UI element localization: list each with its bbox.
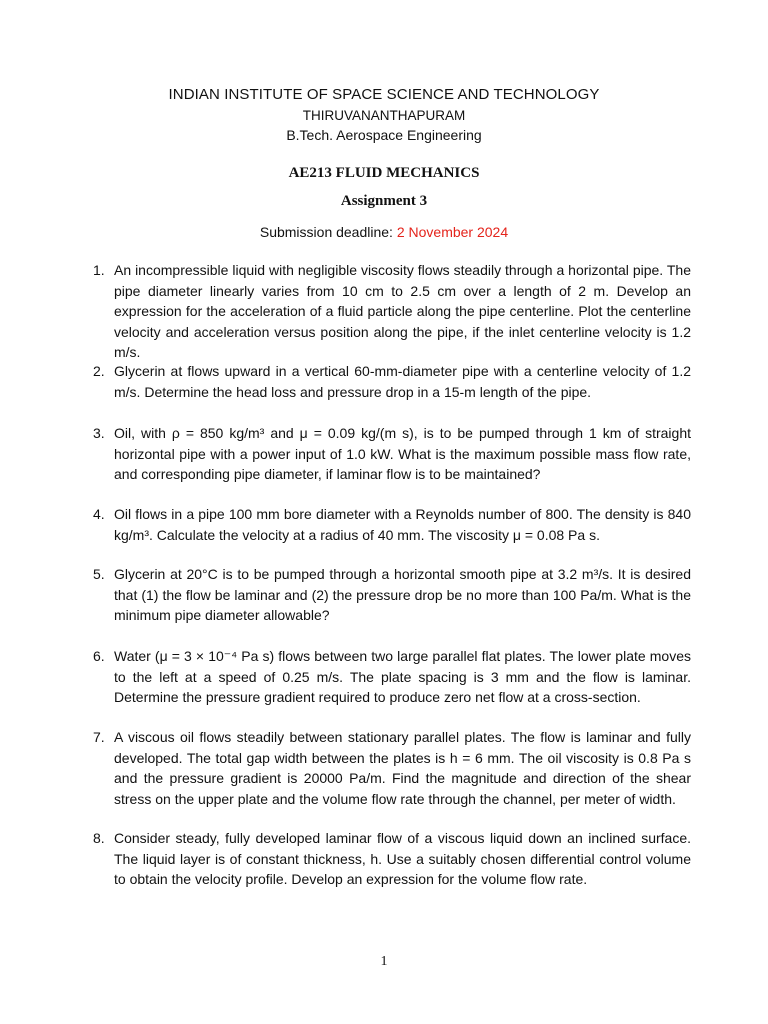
question-text: An incompressible liquid with negligible viscosity flows steadily through a horizontal pipe. The pipe diameter linearly varies from 10 cm to 2.5 cm over a length of 2 m. Develop an expression for the acceleration of a fluid particle along the pipe centerline. Plot the centerline velocity and acceleration versus position along the pipe, if the inlet centerline velocity is 1.2 m/s. (114, 262, 691, 360)
question-text: A viscous oil flows steadily between stationary parallel plates. The flow is laminar and fully developed. The total gap width between the plates is h = 6 mm. The oil viscosity is 0.8 Pa s and the pressure gradient is 20000 Pa/m. Find the magnitude and direction of the shear stress on the upper plate and the volume flow rate through the channel, per meter of width. (114, 729, 691, 807)
question-number: 7. (93, 729, 105, 745)
question-text: Oil flows in a pipe 100 mm bore diameter with a Reynolds number of 800. The density is 840 kg/m³. Calculate the velocity at a radius of 40 mm. The viscosity μ = 0.08 Pa s. (114, 506, 691, 543)
question-text: Glycerin at flows upward in a vertical 60-mm-diameter pipe with a centerline velocity of 1.2 m/s. Determine the head loss and pressure drop in a 15-m length of the pipe. (114, 363, 691, 400)
page-number: 1 (380, 954, 388, 969)
institute-city: THIRUVANANTHAPURAM (302, 108, 466, 123)
question-text: Water (μ = 3 × 10⁻⁴ Pa s) flows between two large parallel flat plates. The lower plate moves to the left at a speed of 0.25 m/s. The plate spacing is 3 mm and the flow is laminar. Determine the pressure gradient required to produce zero net flow at a cross-section. (114, 648, 691, 705)
question-item (93, 828, 691, 890)
question-item (93, 260, 691, 363)
question-item (93, 727, 691, 809)
submission-deadline (0, 224, 768, 240)
deadline-date: 2 November 2024 (396, 224, 509, 240)
program-name: B.Tech. Aerospace Engineering (286, 127, 482, 143)
question-text: Consider steady, fully developed laminar flow of a viscous liquid down an inclined surface. The liquid layer is of constant thickness, h. Use a suitably chosen differential control volume to obtain the velocity profile. Develop an expression for the volume flow rate. (114, 830, 691, 887)
course-title: AE213 FLUID MECHANICS (288, 165, 480, 181)
question-text: Glycerin at 20°C is to be pumped through a horizontal smooth pipe at 3.2 m³/s. It is desired that (1) the flow be laminar and (2) the pressure drop be no more than 100 Pa/m. What is the minimum pipe diameter allowable? (114, 566, 691, 623)
question-item (93, 646, 691, 708)
question-number: 8. (93, 830, 105, 846)
question-number: 1. (93, 262, 105, 278)
question-item (93, 504, 691, 545)
question-text: Oil, with ρ = 850 kg/m³ and μ = 0.09 kg/(m s), is to be pumped through 1 km of straight horizontal pipe with a power input of 1.0 kW. What is the maximum possible mass flow rate, and corresponding pipe diameter, if laminar flow is to be maintained? (114, 425, 691, 482)
question-number: 4. (93, 506, 105, 522)
question-item (93, 361, 691, 402)
question-item (93, 423, 691, 485)
institute-name: INDIAN INSTITUTE OF SPACE SCIENCE AND TECHNOLOGY (168, 86, 600, 103)
question-number: 5. (93, 566, 105, 582)
question-number: 2. (93, 363, 105, 379)
question-number: 6. (93, 648, 105, 664)
deadline-label: Submission deadline: (259, 224, 397, 240)
question-item (93, 564, 691, 626)
question-number: 3. (93, 425, 105, 441)
assignment-title: Assignment 3 (340, 193, 428, 209)
